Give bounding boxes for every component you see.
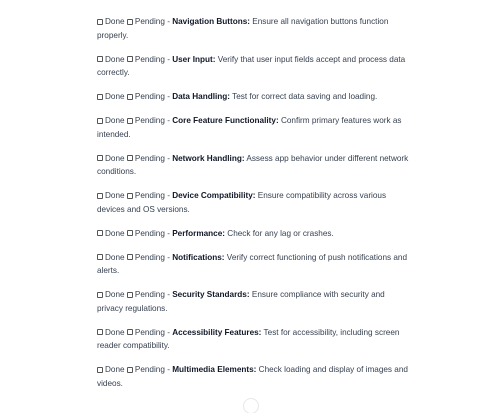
item-title: User Input: bbox=[172, 54, 216, 64]
pending-checkbox[interactable] bbox=[127, 94, 133, 100]
item-description: Test for correct data saving and loading. bbox=[230, 92, 378, 101]
checklist-item bbox=[97, 15, 412, 42]
pending-label: Pending bbox=[134, 116, 165, 125]
item-title: Multimedia Elements: bbox=[172, 365, 257, 374]
item-title: Performance: bbox=[172, 228, 226, 238]
item-title: Accessibility Features: bbox=[172, 327, 262, 337]
pending-checkbox[interactable] bbox=[127, 19, 133, 25]
item-description: Ensure compliance with security and privacy regulations. bbox=[97, 290, 385, 313]
done-label: Done bbox=[105, 116, 125, 125]
checklist-item bbox=[97, 189, 412, 216]
separator: - bbox=[167, 191, 170, 200]
done-label: Done bbox=[105, 153, 125, 163]
separator: - bbox=[167, 116, 170, 125]
pending-label: Pending bbox=[134, 92, 165, 101]
item-description: Ensure all navigation buttons function properly. bbox=[97, 17, 389, 40]
done-checkbox[interactable] bbox=[97, 19, 103, 25]
checklist-item bbox=[97, 251, 412, 278]
separator: - bbox=[167, 228, 170, 238]
done-label: Done bbox=[105, 252, 125, 262]
pending-checkbox[interactable] bbox=[127, 329, 133, 335]
separator: - bbox=[167, 290, 170, 299]
item-description: Test for accessibility, including screen reader compatibility. bbox=[97, 327, 400, 350]
done-checkbox[interactable] bbox=[97, 230, 103, 236]
scroll-down-button[interactable] bbox=[243, 398, 259, 413]
pending-checkbox[interactable] bbox=[127, 254, 133, 260]
pending-checkbox[interactable] bbox=[127, 367, 133, 373]
done-checkbox[interactable] bbox=[97, 56, 103, 62]
pending-label: Pending bbox=[134, 290, 165, 299]
checklist-item bbox=[97, 152, 412, 179]
done-checkbox[interactable] bbox=[97, 367, 103, 373]
done-label: Done bbox=[105, 54, 125, 64]
pending-label: Pending bbox=[134, 191, 165, 200]
pending-checkbox[interactable] bbox=[127, 155, 133, 161]
pending-checkbox[interactable] bbox=[127, 118, 133, 124]
item-description: Check loading and display of images and videos. bbox=[97, 365, 408, 388]
done-checkbox[interactable] bbox=[97, 155, 103, 161]
done-checkbox[interactable] bbox=[97, 94, 103, 100]
separator: - bbox=[167, 54, 170, 64]
item-title: Navigation Buttons: bbox=[172, 17, 250, 26]
item-title: Network Handling: bbox=[172, 153, 245, 163]
pending-label: Pending bbox=[134, 228, 165, 238]
done-checkbox[interactable] bbox=[97, 118, 103, 124]
separator: - bbox=[167, 17, 170, 26]
separator: - bbox=[167, 153, 170, 163]
item-title: Core Feature Functionality: bbox=[172, 116, 279, 125]
checklist-item bbox=[97, 227, 412, 241]
pending-checkbox[interactable] bbox=[127, 292, 133, 298]
pending-checkbox[interactable] bbox=[127, 56, 133, 62]
done-label: Done bbox=[105, 365, 125, 374]
item-description: Check for any lag or crashes. bbox=[225, 228, 334, 238]
done-checkbox[interactable] bbox=[97, 329, 103, 335]
separator: - bbox=[167, 252, 170, 262]
item-title: Device Compatibility: bbox=[172, 191, 256, 200]
done-label: Done bbox=[105, 228, 125, 238]
pending-checkbox[interactable] bbox=[127, 230, 133, 236]
item-description: Verify correct functioning of push notifications and alerts. bbox=[97, 252, 408, 275]
separator: - bbox=[167, 327, 170, 337]
done-checkbox[interactable] bbox=[97, 292, 103, 298]
pending-label: Pending bbox=[134, 17, 165, 26]
item-description: Verify that user input fields accept and process data correctly. bbox=[97, 54, 406, 77]
done-label: Done bbox=[105, 191, 125, 200]
done-checkbox[interactable] bbox=[97, 193, 103, 199]
pending-checkbox[interactable] bbox=[127, 193, 133, 199]
pending-label: Pending bbox=[134, 252, 165, 262]
test-checklist bbox=[97, 15, 412, 401]
item-description: Ensure compatibility across various devices and OS versions. bbox=[97, 191, 387, 214]
pending-label: Pending bbox=[134, 153, 165, 163]
pending-label: Pending bbox=[134, 327, 165, 337]
checklist-item bbox=[97, 326, 412, 353]
done-label: Done bbox=[105, 92, 125, 101]
separator: - bbox=[167, 92, 170, 101]
done-label: Done bbox=[105, 17, 125, 26]
checklist-item bbox=[97, 288, 412, 315]
item-title: Security Standards: bbox=[172, 290, 250, 299]
item-title: Notifications: bbox=[172, 252, 225, 262]
done-label: Done bbox=[105, 290, 125, 299]
item-title: Data Handling: bbox=[172, 92, 230, 101]
checklist-item bbox=[97, 53, 412, 80]
item-description: Assess app behavior under different network conditions. bbox=[97, 153, 409, 176]
done-checkbox[interactable] bbox=[97, 254, 103, 260]
separator: - bbox=[167, 365, 170, 374]
pending-label: Pending bbox=[134, 54, 165, 64]
checklist-item bbox=[97, 363, 412, 390]
checklist-item bbox=[97, 90, 412, 104]
done-label: Done bbox=[105, 327, 125, 337]
pending-label: Pending bbox=[134, 365, 165, 374]
item-description: Confirm primary features work as intended. bbox=[97, 116, 402, 139]
checklist-item bbox=[97, 114, 412, 141]
